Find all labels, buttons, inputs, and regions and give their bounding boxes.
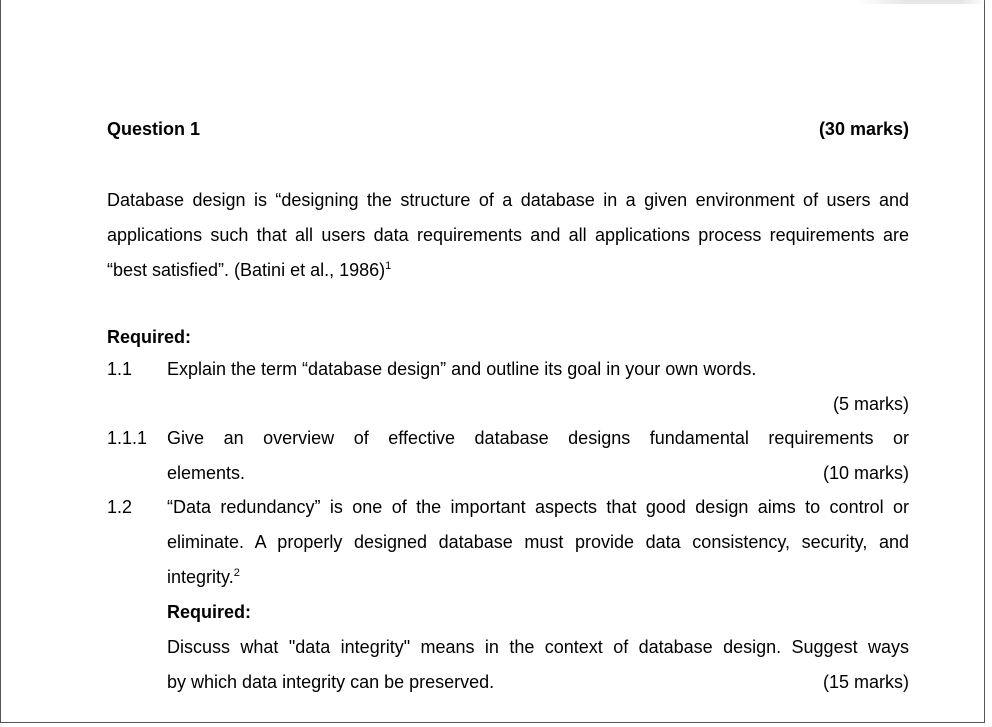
item-number: 1.1 [107,359,133,379]
question-total-marks: (30 marks) [818,119,909,139]
item-body [167,352,909,422]
item-body [167,421,909,491]
intro-paragraph [107,183,909,288]
item-number: 1.2 [107,497,133,517]
item-required-heading: Required: [167,602,252,622]
item-task-line-1: Discuss what "data integrity" means in the context of database design. Suggest ways [167,637,909,657]
item-marks: (10 marks) [822,463,909,483]
footnote-ref-1: 1 [385,260,392,272]
item-task-line-2-text: by which data integrity can be preserved. [167,672,495,692]
top-edge-shadow [856,0,986,4]
item-text-content: “Data redundancy” is one of the important aspects that good design aims to control or eliminate. A properly designed database must provide data consistency, security, and integrity. [167,497,909,587]
item-text-line-2 [167,456,909,491]
item-text-line-1: Give an overview of effective database designs fundamental requirements or [167,428,909,448]
question-heading [107,118,909,140]
item-body [167,490,909,700]
item-number: 1.1.1 [107,428,148,448]
item-text: Explain the term “database design” and outline its goal in your own words. [167,359,757,379]
required-heading: Required: [107,327,192,347]
item-marks: (5 marks) [833,394,909,414]
question-item-1-1-1 [107,421,909,491]
intro-text: Database design is “designing the structure of a database in a given environment of users and applications such that all users data requirements and all applications process requirements are “best satisfied”. (Batini et al., 1986) [107,190,909,280]
item-text [167,490,909,595]
item-text-line-2-text: elements. [167,463,246,483]
question-item-1-2 [107,490,909,700]
item-marks: (15 marks) [822,672,909,692]
footnote-ref-2: 2 [233,567,240,579]
question-item-1-1 [107,352,909,422]
question-title: Question 1 [107,119,201,139]
item-task-line-2 [167,665,909,700]
